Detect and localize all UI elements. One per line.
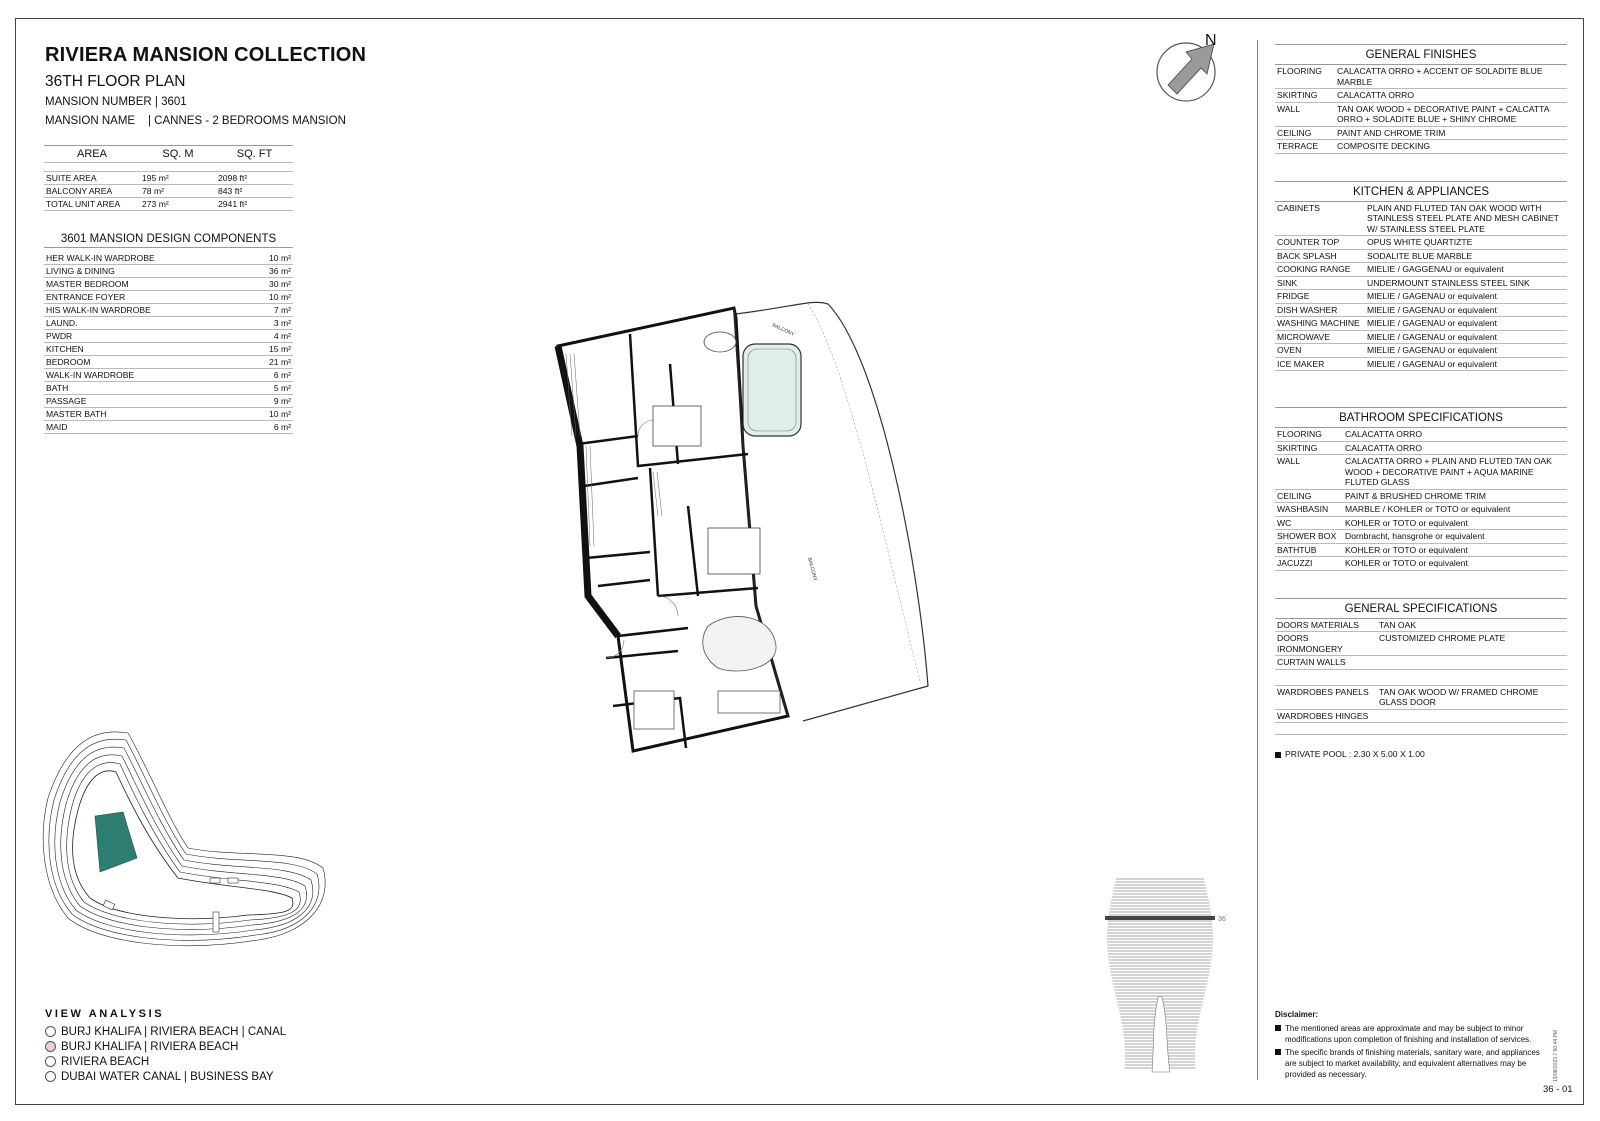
table-row [1275, 236, 1567, 250]
spec-label: CABINETS [1275, 202, 1365, 236]
table-row [1275, 503, 1567, 517]
table-row [1275, 428, 1567, 441]
spec-value: TAN OAK WOOD + DECORATIVE PAINT + CALCATTA ORRO + SOLADITE BLUE + SHINY CHROME [1335, 102, 1567, 126]
table-row [1275, 276, 1567, 290]
balcony-top-label: BALCONY [771, 322, 796, 338]
area-table-header [44, 146, 293, 163]
view-option-label: BURJ KHALIFA | RIVIERA BEACH | CANAL [61, 1025, 287, 1038]
specs-panel [1275, 44, 1567, 759]
spec-label: SKIRTING [1275, 89, 1335, 103]
disclaimer-text: The specific brands of finishing materials, sanitary ware, and appliances are subject to market availability, and equivalent alternatives may be provided as necessary. [1285, 1048, 1540, 1079]
table-row [44, 291, 293, 304]
component-name: HIS WALK-IN WARDROBE [44, 304, 246, 317]
view-option-circle-icon [45, 1071, 56, 1082]
bullet-square-icon [1275, 1049, 1281, 1055]
kitchen-title: KITCHEN & APPLIANCES [1275, 181, 1567, 202]
view-analysis-title: VIEW ANALYSIS [45, 1008, 165, 1020]
spec-value: PLAIN AND FLUTED TAN OAK WOOD WITH STAINLESS STEEL PLATE AND MESH CABINET W/ STAINLESS STEEL PLATE [1365, 202, 1567, 236]
component-name: PWDR [44, 330, 246, 343]
table-row [1275, 249, 1567, 263]
table-row [1275, 619, 1567, 632]
table-row [1275, 330, 1567, 344]
table-row [1275, 656, 1567, 670]
area-name: TOTAL UNIT AREA [44, 198, 140, 211]
table-row [1275, 543, 1567, 557]
current-floor-highlight [1105, 916, 1215, 920]
table-row [44, 185, 293, 198]
spec-label: MICROWAVE [1275, 330, 1365, 344]
spec-label: WALL [1275, 455, 1343, 490]
component-area: 10 m² [246, 252, 293, 265]
spec-label [1275, 669, 1377, 685]
table-row [1275, 455, 1567, 490]
general-specs-table [1275, 619, 1567, 736]
spec-label: WC [1275, 516, 1343, 530]
spec-label: TERRACE [1275, 140, 1335, 154]
spec-label: OVEN [1275, 344, 1365, 358]
spec-value: CALACATTA ORRO [1335, 89, 1567, 103]
view-analysis-list [45, 1024, 286, 1084]
area-sqm: 273 m² [140, 198, 216, 211]
component-area: 36 m² [246, 265, 293, 278]
view-option-circle-icon [45, 1026, 56, 1037]
spec-label: SKIRTING [1275, 441, 1343, 455]
view-option-label: BURJ KHALIFA | RIVIERA BEACH [61, 1040, 239, 1053]
spacer-row [44, 163, 293, 172]
floor-level-label: 36 [1218, 916, 1226, 923]
table-row [44, 330, 293, 343]
spec-label: WALL [1275, 102, 1335, 126]
dining-table [718, 691, 780, 713]
component-name: LIVING & DINING [44, 265, 246, 278]
component-name: BATH [44, 382, 246, 395]
table-row [44, 421, 293, 434]
spec-label: SINK [1275, 276, 1365, 290]
spec-value: KOHLER or TOTO or equivalent [1343, 557, 1567, 571]
spec-value: PAINT & BRUSHED CHROME TRIM [1343, 489, 1567, 503]
bathroom-table [1275, 428, 1567, 571]
table-row [44, 382, 293, 395]
spec-value: MIELIE / GAGENAU or equivalent [1365, 290, 1567, 304]
area-sqft: 2941 ft² [216, 198, 293, 211]
site-structure [210, 878, 220, 883]
building-elevation [1100, 877, 1225, 1077]
spec-label: COUNTER TOP [1275, 236, 1365, 250]
table-row [1275, 65, 1567, 89]
site-structure [228, 878, 238, 883]
balcony-edge [808, 304, 920, 681]
spec-value [1377, 669, 1567, 685]
component-name: PASSAGE [44, 395, 246, 408]
component-area: 3 m² [246, 317, 293, 330]
spec-value: OPUS WHITE QUARTIZTE [1365, 236, 1567, 250]
bullet-square-icon [1275, 752, 1281, 758]
kitchen-table [1275, 202, 1567, 372]
area-sqft: 2098 ft² [216, 172, 293, 185]
table-row [44, 356, 293, 369]
bullet-square-icon [1275, 1025, 1281, 1031]
area-sqft: 843 ft² [216, 185, 293, 198]
sqm-header: SQ. M [140, 146, 216, 163]
spec-label: BACK SPLASH [1275, 249, 1365, 263]
table-row [1275, 202, 1567, 236]
component-name: BEDROOM [44, 356, 246, 369]
table-row [1275, 685, 1567, 709]
spec-value: CALACATTA ORRO + ACCENT OF SOLADITE BLUE MARBLE [1335, 65, 1567, 89]
component-area: 6 m² [246, 369, 293, 382]
spec-label: DOORS MATERIALS [1275, 619, 1377, 632]
component-name: ENTRANCE FOYER [44, 291, 246, 304]
spec-value: MIELIE / GAGENAU or equivalent [1365, 344, 1567, 358]
kitchen-island [634, 691, 674, 729]
living-sofa [703, 616, 776, 671]
spec-label: SHOWER BOX [1275, 530, 1343, 544]
spec-label: JACUZZI [1275, 557, 1343, 571]
view-option [45, 1069, 286, 1084]
private-pool-note [1275, 749, 1567, 759]
table-row [1275, 126, 1567, 140]
spec-value: TAN OAK [1377, 619, 1567, 632]
mansion-name-value: | CANNES - 2 BEDROOMS MANSION [148, 115, 346, 127]
table-row [1275, 723, 1567, 735]
component-area: 30 m² [246, 278, 293, 291]
table-row [1275, 709, 1567, 723]
component-name: MAID [44, 421, 246, 434]
site-structure [213, 912, 219, 932]
components-title: 3601 MANSION DESIGN COMPONENTS [44, 233, 293, 248]
spec-value: CALACATTA ORRO + PLAIN AND FLUTED TAN OAK WOOD + DECORATIVE PAINT + AQUA MARINE FLUTED GLASS [1343, 455, 1567, 490]
area-sqm: 78 m² [140, 185, 216, 198]
table-row [1275, 557, 1567, 571]
table-row [44, 395, 293, 408]
view-option-label: DUBAI WATER CANAL | BUSINESS BAY [61, 1070, 274, 1083]
area-name: BALCONY AREA [44, 185, 140, 198]
table-row [44, 369, 293, 382]
spec-label: WASHING MACHINE [1275, 317, 1365, 331]
table-row [44, 343, 293, 356]
table-row [44, 317, 293, 330]
table-row [1275, 317, 1567, 331]
component-name: KITCHEN [44, 343, 246, 356]
view-option-selected [45, 1039, 286, 1054]
spec-value: MIELIE / GAGENAU or equivalent [1365, 317, 1567, 331]
table-row [44, 278, 293, 291]
table-row [44, 408, 293, 421]
table-row [44, 304, 293, 317]
spec-label: CEILING [1275, 126, 1335, 140]
disclaimer-item [1275, 1047, 1545, 1080]
component-area: 10 m² [246, 291, 293, 304]
floor-plan-title: 36TH FLOOR PLAN [45, 73, 186, 90]
spec-value: MIELIE / GAGENAU or equivalent [1365, 357, 1567, 371]
master-bed [653, 406, 701, 446]
panel-divider [1257, 40, 1258, 1080]
component-name: WALK-IN WARDROBE [44, 369, 246, 382]
spec-value: TAN OAK WOOD W/ FRAMED CHROME GLASS DOOR [1377, 685, 1567, 709]
view-option-circle-icon [45, 1056, 56, 1067]
disclaimer [1275, 1009, 1545, 1080]
disclaimer-text: The mentioned areas are approximate and may be subject to minor modifications upon completion of finishing and installation of services. [1285, 1024, 1532, 1044]
table-row [1275, 102, 1567, 126]
table-row [1275, 489, 1567, 503]
components-table [44, 252, 293, 434]
table-row [1275, 140, 1567, 154]
floor-plan [558, 296, 948, 771]
table-row [1275, 441, 1567, 455]
table-row [1275, 263, 1567, 277]
view-option-label: RIVIERA BEACH [61, 1055, 150, 1068]
area-name: SUITE AREA [44, 172, 140, 185]
bathroom-title: BATHROOM SPECIFICATIONS [1275, 407, 1567, 428]
spec-value: MIELIE / GAGENAU or equivalent [1365, 330, 1567, 344]
spec-value: CALACATTA ORRO [1343, 428, 1567, 441]
spec-label: COOKING RANGE [1275, 263, 1365, 277]
table-row [1275, 357, 1567, 371]
spec-label: FLOORING [1275, 428, 1343, 441]
spec-label: CURTAIN WALLS [1275, 656, 1377, 670]
disclaimer-item [1275, 1023, 1545, 1045]
spec-value: CALACATTA ORRO [1343, 441, 1567, 455]
table-row [1275, 89, 1567, 103]
component-area: 15 m² [246, 343, 293, 356]
spec-label: DISH WASHER [1275, 303, 1365, 317]
general-finishes-title: GENERAL FINISHES [1275, 44, 1567, 65]
table-row [1275, 290, 1567, 304]
table-row [1275, 632, 1567, 656]
table-row [1275, 516, 1567, 530]
component-name: MASTER BEDROOM [44, 278, 246, 291]
spec-value: PAINT AND CHROME TRIM [1335, 126, 1567, 140]
table-row [1275, 669, 1567, 685]
spec-label: ICE MAKER [1275, 357, 1365, 371]
mansion-number: MANSION NUMBER | 3601 [45, 96, 187, 108]
spec-value: CUSTOMIZED CHROME PLATE [1377, 632, 1567, 656]
spec-label: CEILING [1275, 489, 1343, 503]
balcony-side-label: BALCONY [806, 556, 819, 582]
spec-label: WARDROBES HINGES [1275, 709, 1377, 723]
component-name: LAUND. [44, 317, 246, 330]
component-area: 7 m² [246, 304, 293, 317]
print-timestamp: 13/08/2023 7:50:44 PM [1553, 1030, 1559, 1082]
component-area: 5 m² [246, 382, 293, 395]
general-specs-title: GENERAL SPECIFICATIONS [1275, 598, 1567, 619]
component-area: 9 m² [246, 395, 293, 408]
spec-value: UNDERMOUNT STAINLESS STEEL SINK [1365, 276, 1567, 290]
component-area: 10 m² [246, 408, 293, 421]
spec-label: WASHBASIN [1275, 503, 1343, 517]
view-option [45, 1054, 286, 1069]
spec-value [1377, 656, 1567, 670]
table-row [44, 172, 293, 185]
view-option-selected-circle-icon [45, 1041, 56, 1052]
area-header: AREA [44, 146, 140, 163]
bed [708, 528, 760, 574]
spec-label: FLOORING [1275, 65, 1335, 89]
mansion-name-label: MANSION NAME [45, 115, 136, 127]
site-plan [38, 728, 338, 958]
spec-value: MARBLE / KOHLER or TOTO or equivalent [1343, 503, 1567, 517]
spec-label: DOORS IRONMONGERY [1275, 632, 1377, 656]
spec-value: Dornbracht, hansgrohe or equivalent [1343, 530, 1567, 544]
private-pool-text: PRIVATE POOL : 2.30 X 5.00 X 1.00 [1285, 749, 1425, 759]
spec-label: WARDROBES PANELS [1275, 685, 1377, 709]
component-name: MASTER BATH [44, 408, 246, 421]
area-table [44, 145, 293, 211]
page-number: 36 - 01 [1543, 1084, 1573, 1095]
spec-label: FRIDGE [1275, 290, 1365, 304]
spec-value: KOHLER or TOTO or equivalent [1343, 516, 1567, 530]
spec-value: MIELIE / GAGENAU or equivalent [1365, 303, 1567, 317]
spec-value: COMPOSITE DECKING [1335, 140, 1567, 154]
north-compass [1156, 32, 1226, 102]
disclaimer-title: Disclaimer: [1275, 1010, 1319, 1019]
spec-value [1377, 709, 1567, 723]
component-area: 21 m² [246, 356, 293, 369]
spec-value: KOHLER or TOTO or equivalent [1343, 543, 1567, 557]
spec-label: BATHTUB [1275, 543, 1343, 557]
sqft-header: SQ. FT [216, 146, 293, 163]
component-area: 6 m² [246, 421, 293, 434]
private-pool [743, 344, 801, 436]
table-row [44, 198, 293, 211]
general-finishes-table [1275, 65, 1567, 154]
table-row [44, 265, 293, 278]
area-sqm: 195 m² [140, 172, 216, 185]
page-title: RIVIERA MANSION COLLECTION [45, 44, 367, 66]
table-row [1275, 344, 1567, 358]
component-area: 4 m² [246, 330, 293, 343]
table-row [1275, 530, 1567, 544]
bathtub [704, 332, 736, 352]
north-label: N [1205, 32, 1217, 49]
table-row [44, 252, 293, 265]
spec-value: MIELIE / GAGGENAU or equivalent [1365, 263, 1567, 277]
view-option [45, 1024, 286, 1039]
table-row [1275, 303, 1567, 317]
spec-value: SODALITE BLUE MARBLE [1365, 249, 1567, 263]
component-name: HER WALK-IN WARDROBE [44, 252, 246, 265]
